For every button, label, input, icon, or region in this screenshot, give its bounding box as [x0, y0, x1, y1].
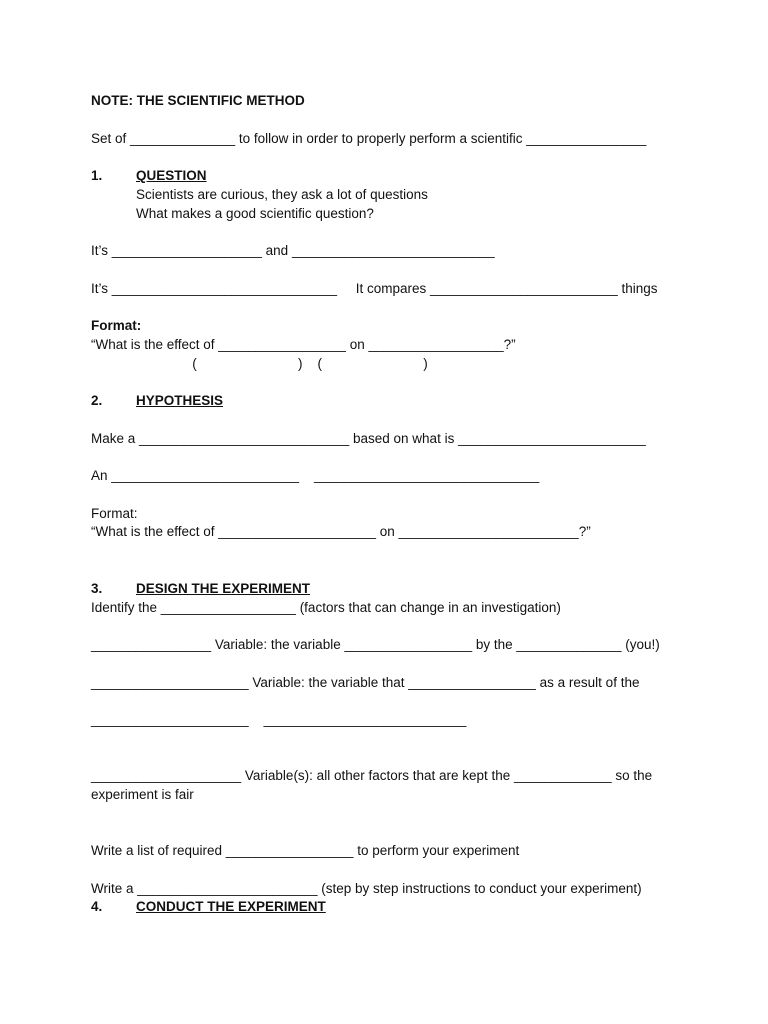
page-title: NOTE: THE SCIENTIFIC METHOD — [91, 93, 305, 108]
section-title: HYPOTHESIS — [136, 393, 224, 408]
hypothesis-format-label: Format: — [91, 506, 138, 521]
section-title: QUESTION — [136, 168, 207, 183]
section-title: CONDUCT THE EXPERIMENT — [136, 899, 326, 914]
section-heading-conduct — [91, 898, 326, 915]
hypothesis-format-line: “What is the effect of _____________________ on ________________________?” — [91, 524, 591, 539]
independent-variable-line: ________________ Variable: the variable _________________ by the ______________ (you!) — [91, 637, 660, 652]
an-line: An _________________________ ______________________________ — [91, 468, 540, 483]
section-number: 3. — [91, 581, 103, 596]
section-heading-design — [91, 580, 310, 597]
its-line-2: It’s ______________________________ It compares _________________________ things — [91, 281, 658, 296]
procedure-line: Write a ________________________ (step by step instructions to conduct your experiment) — [91, 881, 642, 896]
question-bullet-good-question: What makes a good scientific question? — [136, 206, 374, 221]
dependent-variable-continuation: _____________________ ___________________________ — [91, 712, 467, 727]
section-number: 1. — [91, 168, 103, 183]
controlled-variable-continuation: experiment is fair — [91, 787, 194, 802]
dependent-variable-line: _____________________ Variable: the variable that _________________ as a result of the — [91, 675, 640, 690]
question-format-line: “What is the effect of _________________ on __________________?” — [91, 337, 516, 352]
question-format-label: Format: — [91, 318, 142, 333]
section-title: DESIGN THE EXPERIMENT — [136, 581, 311, 596]
materials-line: Write a list of required _________________ to perform your experiment — [91, 843, 520, 858]
section-heading-hypothesis — [91, 392, 223, 409]
question-bullet-curious: Scientists are curious, they ask a lot of questions — [136, 187, 428, 202]
set-of-line: Set of ______________ to follow in order to properly perform a scientific ________________ — [91, 131, 647, 146]
question-format-parentheses: ( ) ( ) — [91, 356, 428, 371]
section-heading-question — [91, 167, 207, 184]
controlled-variable-line: ____________________ Variable(s): all other factors that are kept the _____________ so the — [91, 768, 653, 783]
its-line-1: It’s ____________________ and ___________________________ — [91, 243, 495, 258]
section-number: 2. — [91, 393, 103, 408]
identify-line: Identify the __________________ (factors that can change in an investigation) — [91, 600, 561, 615]
make-a-line: Make a ____________________________ based on what is _________________________ — [91, 431, 646, 446]
section-number: 4. — [91, 899, 103, 914]
